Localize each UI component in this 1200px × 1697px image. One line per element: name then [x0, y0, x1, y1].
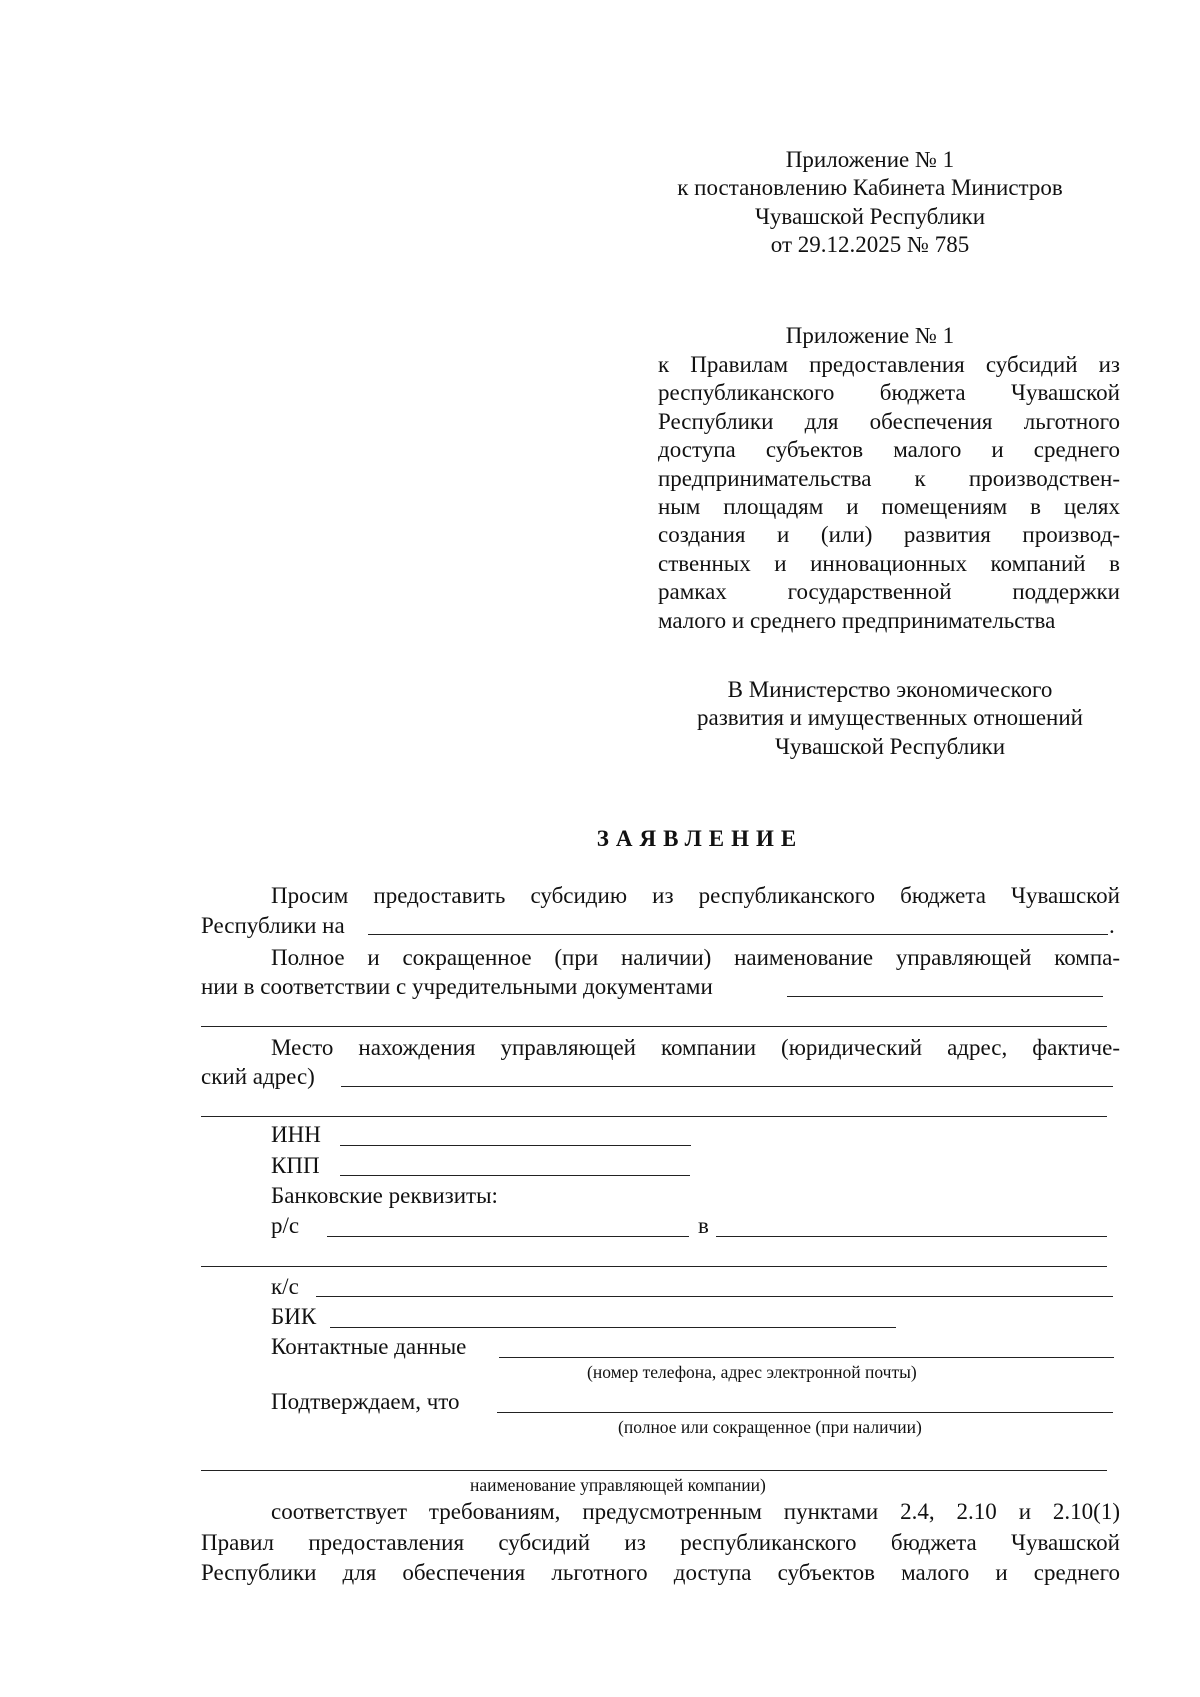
confirm-company-field[interactable] [497, 1412, 1113, 1413]
closing-text-1: соответствует требованиям, предусмотренным пунктами 2.4, 2.10 и 2.10(1) [271, 1499, 1120, 1524]
bik-label: БИК [271, 1304, 317, 1329]
document-title: ЗАЯВЛЕНИЕ [596, 826, 804, 851]
appendix-number: Приложение № 1 [785, 147, 955, 172]
company-name-field[interactable] [787, 996, 1103, 997]
bank-in-label: в [698, 1213, 709, 1238]
rules-line: ственных и инновационных компаний в [658, 551, 1120, 576]
rules-line: республиканского бюджета Чувашской [658, 380, 1120, 405]
subsidy-purpose-field[interactable] [368, 934, 1108, 935]
settlement-account-label: р/с [271, 1213, 300, 1238]
closing-text-3: Республики для обеспечения льготного доступа субъектов малого и среднего [201, 1560, 1120, 1585]
confirm-hint-2: наименование управляющей компании) [470, 1475, 766, 1495]
header-appendix [620, 146, 1120, 260]
confirm-company-field-2[interactable] [201, 1470, 1107, 1471]
request-text: Просим предоставить субсидию из республиканского бюджета Чувашской [271, 883, 1120, 908]
addressee-line: Чувашской Республики [774, 733, 1006, 759]
addressee-line: В Министерство экономического [727, 677, 1053, 702]
bank-details-label: Банковские реквизиты: [271, 1183, 498, 1208]
rules-appendix-number: Приложение № 1 [785, 323, 955, 348]
bank-name-field[interactable] [716, 1236, 1107, 1237]
bik-field[interactable] [330, 1327, 896, 1328]
inn-field[interactable] [340, 1145, 691, 1146]
rules-line: создания и (или) развития производ- [658, 522, 1120, 547]
request-text-cont: Республики на [201, 913, 345, 938]
settlement-account-field[interactable] [327, 1236, 689, 1237]
rules-line: предпринимательства к производствен- [658, 466, 1120, 491]
rules-line: ным площадям и помещениям в целях [658, 494, 1120, 519]
rules-line: к Правилам предоставления субсидий из [658, 352, 1120, 377]
closing-text-2: Правил предоставления субсидий из республиканского бюджета Чувашской [201, 1530, 1120, 1555]
corr-account-label: к/с [271, 1274, 299, 1299]
kpp-label: КПП [271, 1153, 320, 1178]
bank-name-field-2[interactable] [201, 1266, 1107, 1267]
address-field[interactable] [341, 1086, 1113, 1087]
rules-line: доступа субъектов малого и среднего [658, 437, 1120, 462]
company-name-field-2[interactable] [201, 1026, 1107, 1027]
confirm-hint-1: (полное или сокращенное (при наличии) [618, 1417, 922, 1437]
addressee-line: развития и имущественных отношений [697, 705, 1083, 731]
confirm-label: Подтверждаем, что [271, 1389, 460, 1414]
company-name-label-cont: нии в соответствии с учредительными документами [201, 974, 713, 999]
contacts-hint: (номер телефона, адрес электронной почты) [587, 1362, 917, 1382]
rules-line: рамках государственной поддержки [658, 579, 1120, 604]
company-name-label: Полное и сокращенное (при наличии) наименование управляющей компа- [271, 945, 1120, 970]
address-label-cont: ский адрес) [201, 1064, 315, 1089]
inn-label: ИНН [271, 1122, 321, 1147]
rules-line: малого и среднего предпринимательства [658, 608, 1056, 633]
corr-account-field[interactable] [316, 1296, 1113, 1297]
contacts-label: Контактные данные [271, 1334, 467, 1359]
addressee [650, 676, 1130, 761]
request-period: . [1109, 913, 1115, 938]
appendix-republic: Чувашской Республики [754, 203, 986, 229]
address-label: Место нахождения управляющей компании (юридический адрес, фактиче- [271, 1035, 1120, 1060]
appendix-date-number: от 29.12.2025 № 785 [770, 232, 970, 258]
appendix-to-resolution: к постановлению Кабинета Министров [677, 175, 1063, 201]
address-field-2[interactable] [201, 1116, 1107, 1117]
kpp-field[interactable] [340, 1175, 690, 1176]
contacts-field[interactable] [499, 1357, 1114, 1358]
rules-line: Республики для обеспечения льготного [658, 409, 1120, 434]
